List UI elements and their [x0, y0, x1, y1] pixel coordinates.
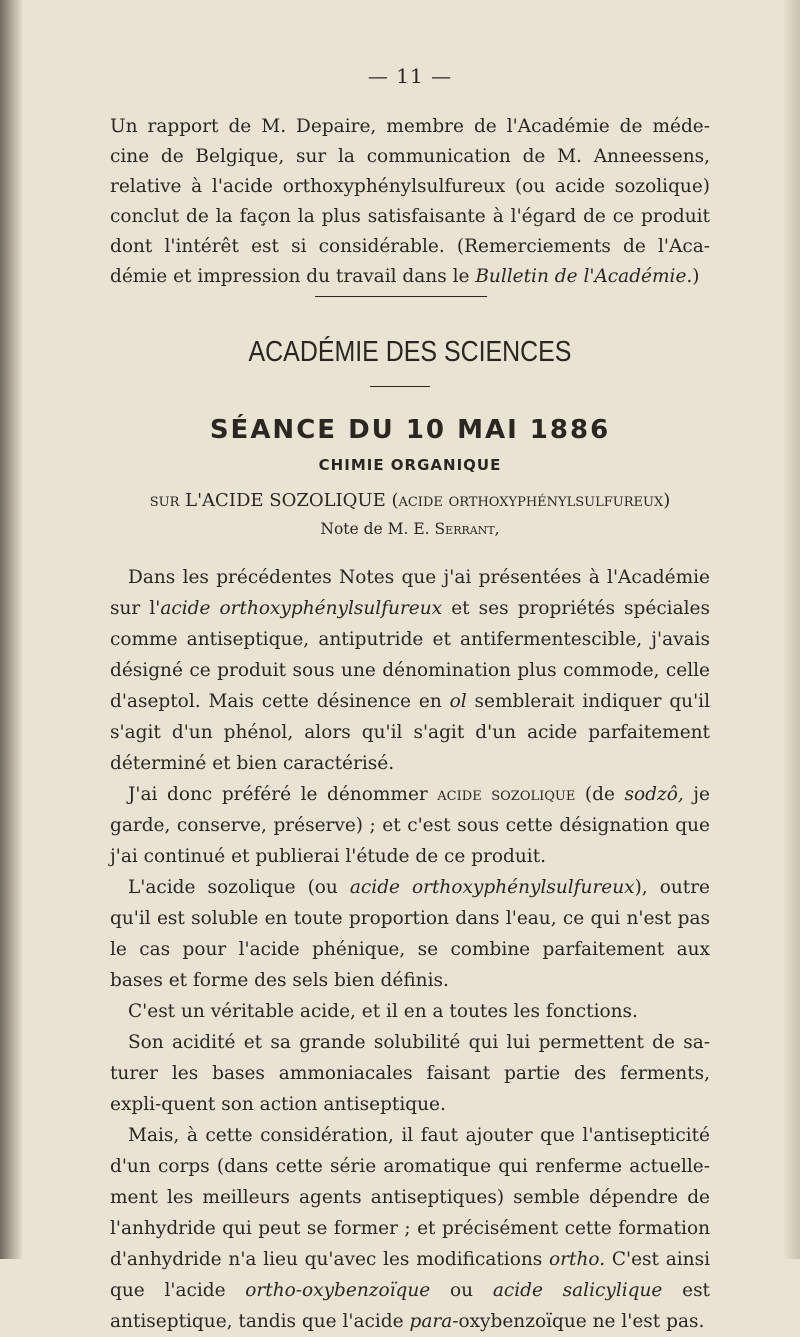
intro-text-end: .): [686, 266, 700, 287]
italic-term: ortho.: [549, 1249, 606, 1270]
italic-term: ol: [449, 691, 467, 712]
note-prefix: Note de M. E.: [320, 520, 430, 538]
note-subject: [110, 490, 710, 511]
intro-bulletin-title: Bulletin de l'Académie: [475, 266, 687, 287]
italic-term: acide orthoxyphénylsulfureux: [349, 877, 635, 898]
scan-right-edge: [784, 0, 800, 1259]
text-run: ), outre qu'il est soluble en toute proportion dans l'eau, ce qui n'est pas le cas pour l'acide phénique, se combine parfaitement aux bases et forme des sels bien définis.: [110, 877, 710, 991]
text-run: ou: [430, 1280, 493, 1301]
note-author-line: [110, 520, 710, 538]
text-run: et ses propriétés spéciales comme antiseptique, antiputride et antifermentescible, j'avais désigné ce produit sous une dénomination plus commode, celle d'aseptol. Mais cette désinence en: [110, 598, 710, 712]
italic-term: acide salicylique: [492, 1280, 663, 1301]
subject-main: L'ACIDE SOZOLIQUE: [185, 490, 386, 511]
body-paragraph-1: [110, 562, 710, 779]
intro-paragraph: [110, 112, 710, 292]
text-run: je garde, conserve, préserve) ; et c'est sous cette désignation que j'ai continué et publierai l'étude de ce produit.: [110, 784, 710, 867]
text-run: J'ai donc préféré le dénommer: [128, 784, 438, 805]
text-run: est antiseptique, tandis que l'acide: [110, 1280, 710, 1332]
text-run: Mais, à cette considération, il faut ajouter que l'antisepticité d'un corps (dans cette série aromatique qui renferme actuelle-ment les meilleurs agents antiseptiques) semble dépendre de l'anhydride qui peut se former ; et précisément cette formation d'anhydride n'a lieu qu'avec les modifications: [110, 1125, 710, 1270]
text-run: -oxybenzoïque ne l'est pas.: [452, 1311, 705, 1332]
text-run: Dans les précédentes Notes que j'ai présentées à l'Académie sur l': [110, 567, 710, 619]
body-paragraph-3: [110, 872, 710, 996]
author-name: Serrant,: [434, 520, 500, 538]
body-paragraph-5: Son acidité et sa grande solubilité qui lui permettent de sa-turer les bases ammoniacales faisant partie des ferments, expli-quent son action antiseptique.: [110, 1032, 710, 1115]
academy-heading: ACADÉMIE DES SCIENCES: [248, 336, 572, 368]
body-paragraph-4: C'est un véritable acide, et il en a toutes les fonctions.: [128, 1001, 638, 1022]
italic-term: para: [409, 1311, 453, 1332]
section-heading: CHIMIE ORGANIQUE: [318, 456, 502, 474]
subject-parenthetical: (acide orthoxyphénylsulfureux): [391, 490, 671, 511]
italic-term: ortho-oxybenzoïque: [245, 1280, 431, 1301]
note-body: [110, 562, 710, 1337]
intro-text: Un rapport de M. Depaire, membre de l'Académie de méde-cine de Belgique, sur la communication de M. Anneessens, relative à l'acide orthoxyphénylsulfureux (ou acide sozolique) conclut de la façon la plus satisfaisante à l'égard de ce produit dont l'intérêt est si considérable. (Remerciements de l'Aca-démie et impression du travail dans le: [110, 116, 710, 287]
text-run: L'acide sozolique (ou: [128, 877, 350, 898]
italic-term: acide orthoxyphénylsulfureux: [160, 598, 443, 619]
short-divider: [370, 386, 430, 387]
italic-term: sodzô,: [624, 784, 684, 805]
text-run: C'est ainsi que l'acide: [110, 1249, 711, 1301]
section-divider: [315, 296, 487, 297]
body-paragraph-2: [110, 779, 710, 872]
text-run: (de: [575, 784, 625, 805]
scan-binding-shadow: [0, 0, 22, 1259]
page-number: — 11 —: [367, 64, 453, 88]
text-run: semblerait indiquer qu'il s'agit d'un phénol, alors qu'il s'agit d'un acide parfaitement déterminé et bien caractérisé.: [110, 691, 710, 774]
small-caps-term: acide sozolique: [437, 784, 576, 805]
session-heading: SÉANCE DU 10 MAI 1886: [209, 415, 611, 445]
subject-prefix: sur: [149, 490, 180, 511]
body-paragraph-6: [110, 1120, 710, 1337]
document-page: [110, 0, 711, 1332]
